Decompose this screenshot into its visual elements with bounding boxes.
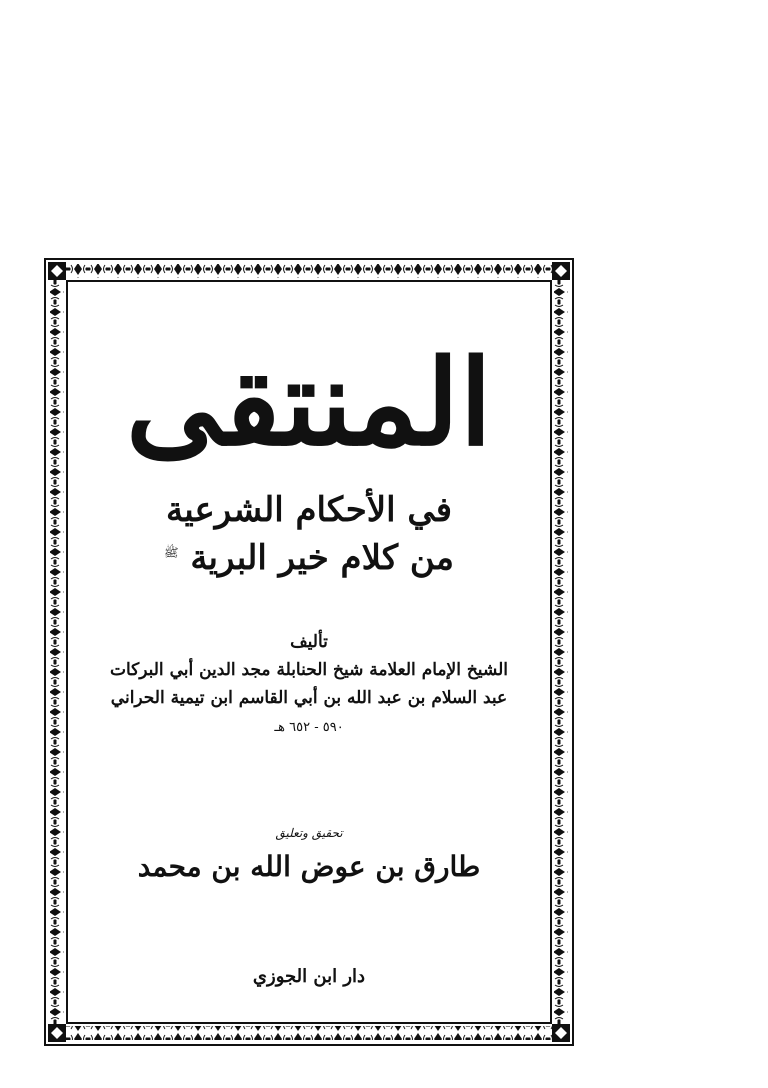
author-heading: تأليف: [290, 632, 328, 652]
editor-name: طارق بن عوض الله بن محمد: [137, 850, 481, 883]
editor-heading: تحقيق وتعليق: [275, 826, 343, 840]
author-dates: ٥٩٠ - ٦٥٢ هـ: [274, 720, 344, 735]
book-title: المنتقى: [125, 333, 493, 472]
book-subtitle-line1: في الأحكام الشرعية: [166, 490, 452, 530]
author-name-line1: الشيخ الإمام العلامة شيخ الحنابلة مجد الدين أبي البركات: [109, 660, 509, 680]
publisher-name: دار ابن الجوزي: [252, 966, 366, 987]
book-subtitle-line2-text: من كلام خير البرية: [190, 538, 455, 578]
author-name-line2: عبد السلام بن عبد الله بن أبي القاسم ابن تيمية الحراني: [110, 688, 508, 708]
honorific-mark: ﷺ: [163, 545, 179, 560]
cover-content: [70, 284, 548, 1020]
book-subtitle-line2: [70, 538, 548, 579]
